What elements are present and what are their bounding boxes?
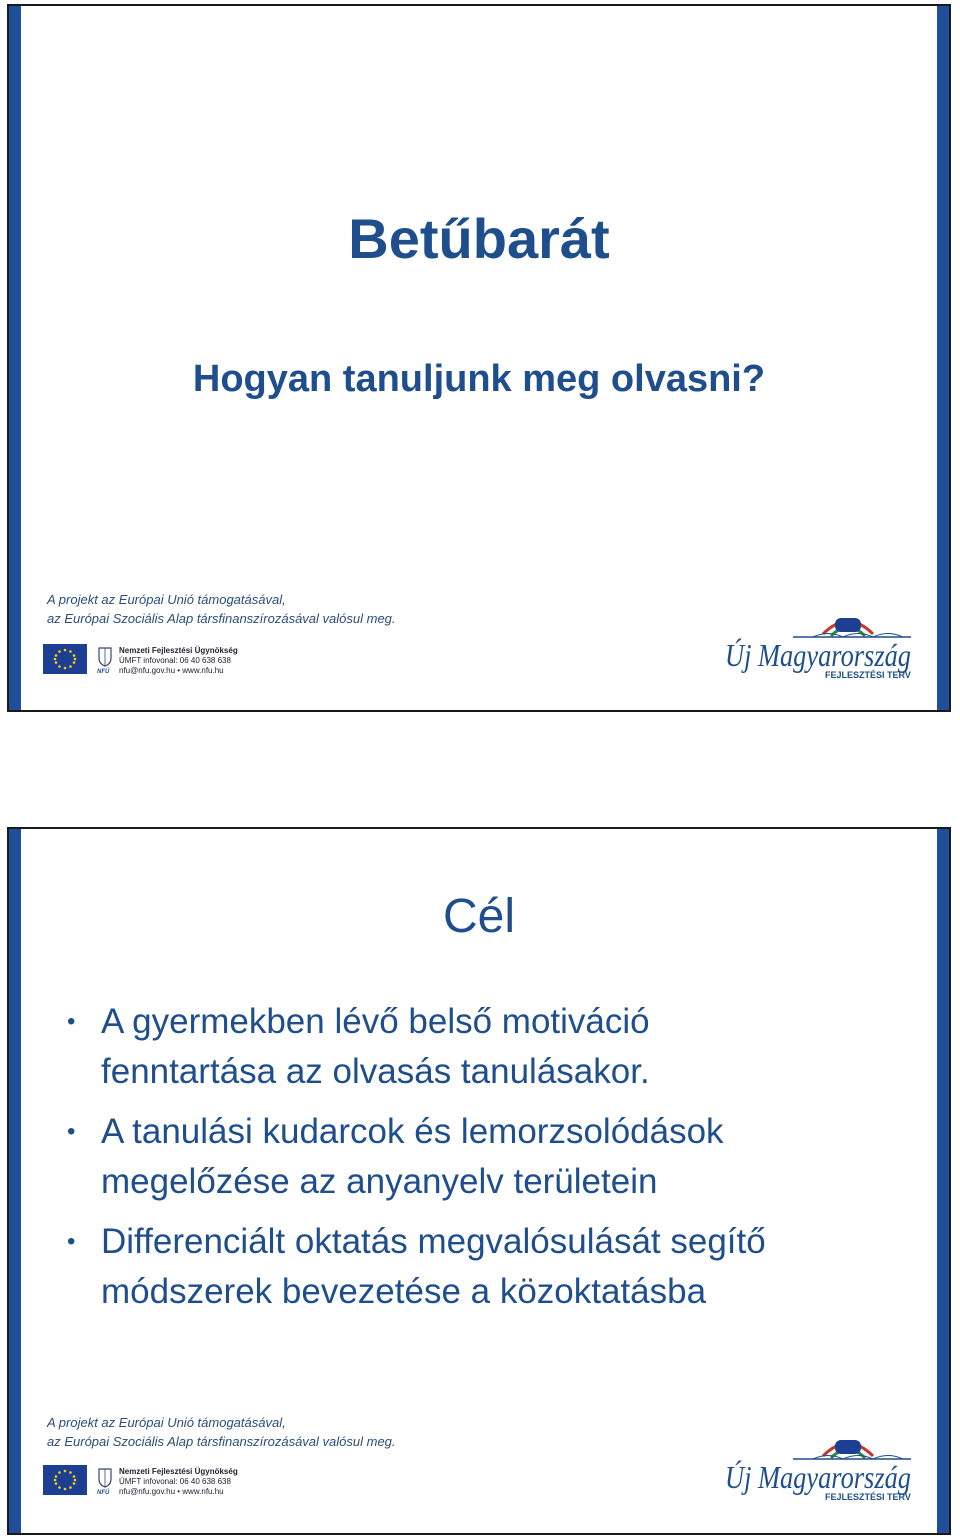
funding-line-1: A projekt az Európai Unió támogatásával, [47, 1415, 286, 1430]
bullet-dot-icon: • [67, 1118, 76, 1145]
slide-1 [7, 4, 951, 712]
bullet-text-line: A tanulási kudarcok és lemorzsolódások [101, 1112, 724, 1151]
logo-text: Új Magyarország [725, 637, 911, 673]
bullet-item [67, 1217, 887, 1317]
bullet-dot-icon: • [67, 1228, 76, 1255]
slide-2-title: Cél [442, 890, 516, 943]
agency-phone: ÚMFT infovonal: 06 40 638 638 [119, 656, 231, 665]
nfu-abbr: NFÜ [97, 669, 110, 674]
bullet-item [67, 997, 887, 1097]
bullet-list [67, 997, 887, 1327]
agency-info [119, 1467, 238, 1497]
hungarian-crest-icon [95, 1465, 115, 1495]
funding-line-2: az Európai Szociális Alap társfinanszírozásával valósul meg. [47, 1434, 396, 1449]
eu-flag-icon [43, 644, 87, 674]
bullet-dot-icon: • [67, 1008, 76, 1035]
nfu-abbr: NFÜ [97, 1490, 110, 1495]
funding-text [47, 1413, 396, 1451]
bullet-text-line: megelőzése az anyanyelv területein [101, 1162, 658, 1201]
slide-1-title: Betűbarát [348, 207, 610, 270]
logo-subtext: FEJLESZTÉSI TERV [825, 1492, 911, 1502]
agency-web: nfu@nfu.gov.hu • www.nfu.hu [119, 666, 224, 675]
agency-phone: ÚMFT infovonal: 06 40 638 638 [119, 1477, 231, 1486]
slide-2 [7, 827, 951, 1535]
uj-magyarorszag-logo [723, 604, 913, 684]
funding-line-1: A projekt az Európai Unió támogatásával, [47, 592, 286, 607]
logo-subtext: FEJLESZTÉSI TERV [825, 670, 911, 680]
funding-text [47, 590, 396, 628]
agency-name: Nemzeti Fejlesztési Ügynökség [119, 1467, 238, 1476]
agency-name: Nemzeti Fejlesztési Ügynökség [119, 646, 238, 655]
eu-flag-icon [43, 1465, 87, 1495]
agency-web: nfu@nfu.gov.hu • www.nfu.hu [119, 1487, 224, 1496]
bullet-text-line: fenntartása az olvasás tanulásakor. [101, 1052, 650, 1091]
funding-line-2: az Európai Szociális Alap társfinanszírozásával valósul meg. [47, 611, 396, 626]
logo-text: Új Magyarország [725, 1459, 911, 1495]
hungarian-crest-icon [95, 644, 115, 674]
slide-1-subtitle: Hogyan tanuljunk meg olvasni? [192, 358, 766, 400]
bullet-item [67, 1107, 887, 1207]
bullet-text-line: A gyermekben lévő belső motiváció [101, 1002, 650, 1041]
bullet-text-line: módszerek bevezetése a közoktatásba [101, 1272, 707, 1311]
bullet-text-line: Differenciált oktatás megvalósulását segítő [101, 1222, 766, 1261]
uj-magyarorszag-logo [723, 1426, 913, 1506]
agency-info [119, 646, 238, 676]
